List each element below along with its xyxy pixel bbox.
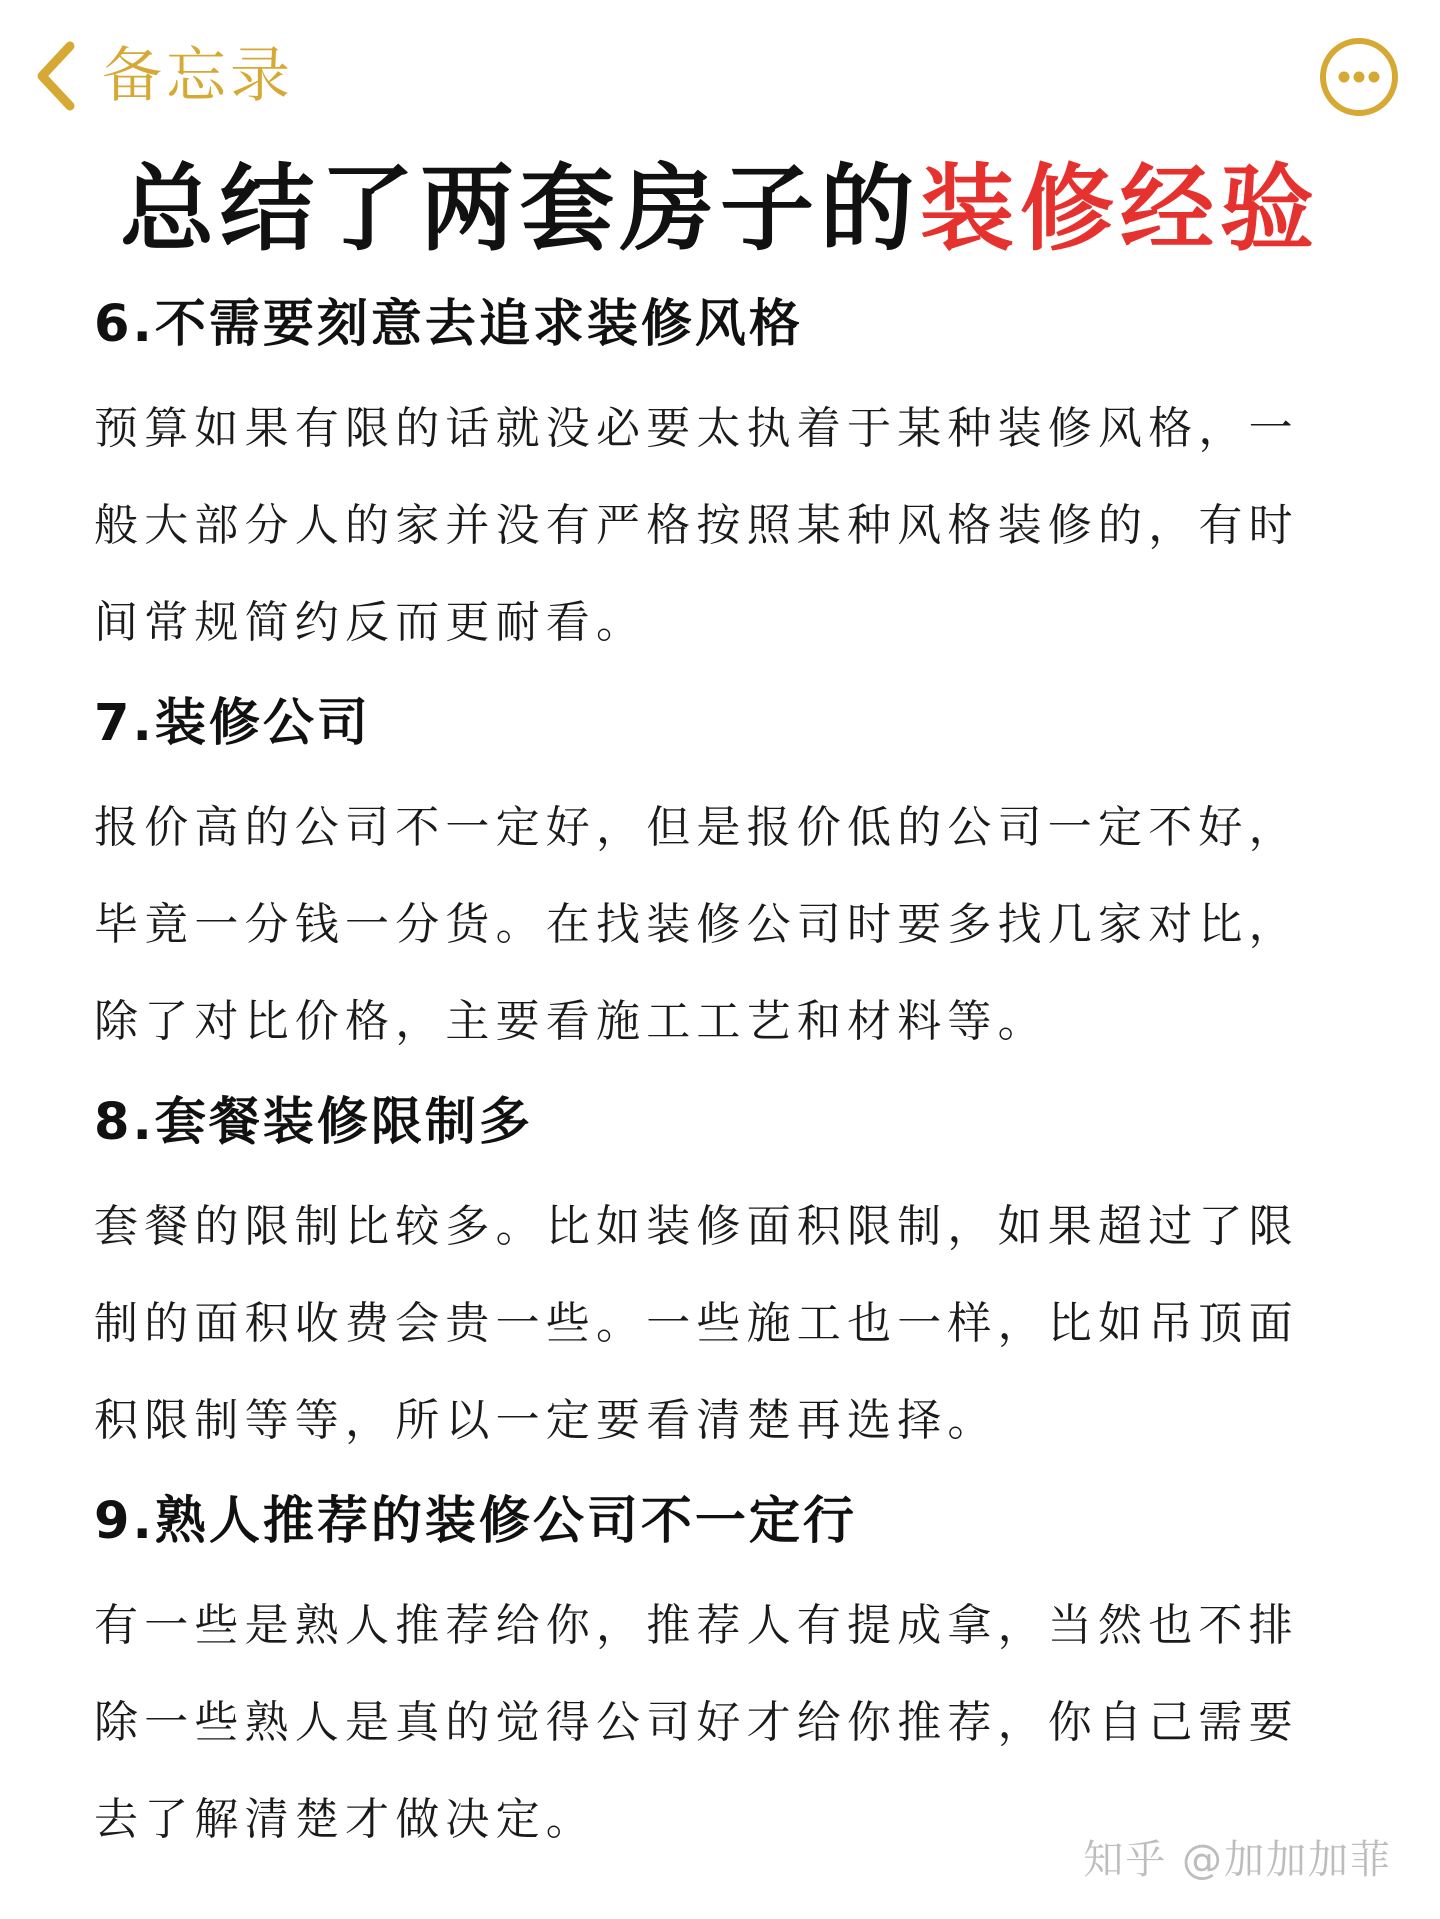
section-body <box>94 779 1356 1070</box>
more-options-button[interactable] <box>1318 36 1400 118</box>
section-heading: 7.装修公司 <box>94 694 371 753</box>
body-line: 预算如果有限的话就没必要太执着于某种装修风格，一 <box>94 403 1299 454</box>
body-line: 除一些熟人是真的觉得公司好才给你推荐，你自己需要 <box>94 1697 1299 1748</box>
section-body <box>94 380 1356 671</box>
page-title <box>0 150 1440 270</box>
note-content <box>94 290 1356 1886</box>
body-line: 报价高的公司不一定好，但是报价低的公司一定不好， <box>94 802 1299 853</box>
body-line: 间常规简约反而更耐看。 <box>94 597 647 648</box>
title-accent: 装修经验 <box>920 155 1321 264</box>
body-line: 毕竟一分钱一分货。在找装修公司时要多找几家对比， <box>94 899 1299 950</box>
section-6 <box>94 290 1356 671</box>
back-label: 备忘录 <box>102 41 294 111</box>
zhihu-watermark: 知乎 @加加加菲 <box>1083 1837 1392 1883</box>
body-line: 般大部分人的家并没有严格按照某种风格装修的，有时 <box>94 500 1299 551</box>
navigation-bar <box>0 0 1440 150</box>
section-9 <box>94 1487 1356 1868</box>
section-body <box>94 1178 1356 1469</box>
section-body <box>94 1577 1356 1868</box>
body-line: 积限制等等，所以一定要看清楚再选择。 <box>94 1395 998 1446</box>
body-line: 有一些是熟人推荐给你，推荐人有提成拿，当然也不排 <box>94 1600 1299 1651</box>
body-line: 制的面积收费会贵一些。一些施工也一样，比如吊顶面 <box>94 1298 1299 1349</box>
title-main: 总结了两套房子的 <box>119 155 920 264</box>
back-button[interactable] <box>34 36 294 116</box>
chevron-left-icon <box>34 40 78 112</box>
section-heading: 9.熟人推荐的装修公司不一定行 <box>94 1492 857 1551</box>
body-line: 去了解清楚才做决定。 <box>94 1794 596 1845</box>
section-8 <box>94 1088 1356 1469</box>
more-horizontal-icon <box>1318 36 1400 118</box>
section-heading: 8.套餐装修限制多 <box>94 1093 533 1152</box>
body-line: 除了对比价格，主要看施工工艺和材料等。 <box>94 996 1048 1047</box>
section-7 <box>94 689 1356 1070</box>
body-line: 套餐的限制比较多。比如装修面积限制，如果超过了限 <box>94 1201 1299 1252</box>
section-heading: 6.不需要刻意去追求装修风格 <box>94 295 803 354</box>
